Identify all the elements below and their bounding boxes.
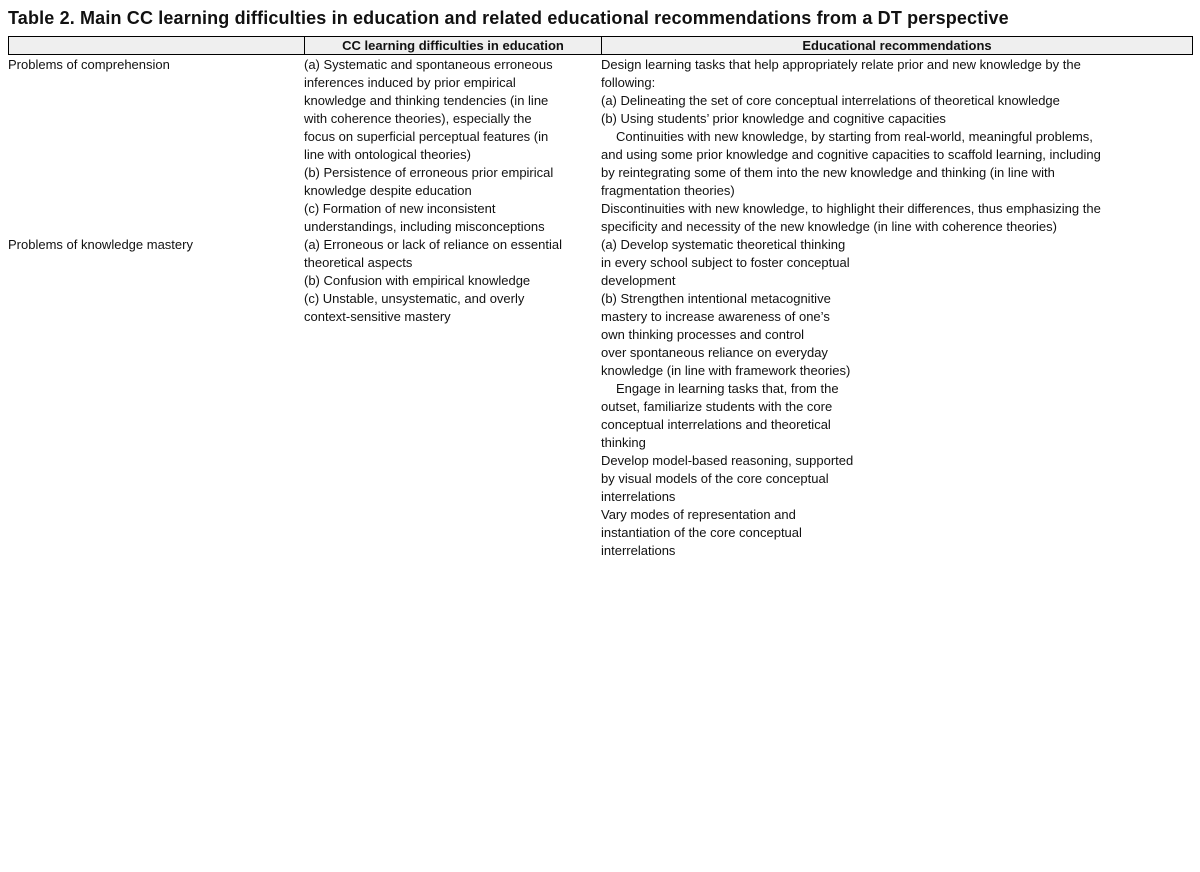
row-1-category: Problems of comprehension — [8, 57, 170, 72]
text-line: inferences induced by prior empirical — [304, 75, 516, 90]
text-line: by visual models of the core conceptual — [601, 471, 829, 486]
text-line: Vary modes of representation and — [601, 507, 796, 522]
text-line: Design learning tasks that help appropriately relate prior and new knowledge by the — [601, 57, 1081, 72]
text-line: by reintegrating some of them into the new knowledge and thinking (in line with — [601, 165, 1055, 180]
text-line: knowledge (in line with framework theories) — [601, 363, 851, 378]
text-line: Discontinuities with new knowledge, to highlight their differences, thus emphasizing the — [601, 201, 1101, 216]
text-line: Continuities with new knowledge, by starting from real-world, meaningful problems, — [616, 129, 1093, 144]
text-line: (c) Formation of new inconsistent — [304, 201, 496, 216]
text-line: (b) Strengthen intentional metacognitive — [601, 291, 831, 306]
text-line: Develop model-based reasoning, supported — [601, 453, 854, 468]
text-line: (a) Delineating the set of core conceptual interrelations of theoretical knowledge — [601, 93, 1060, 108]
text-line: conceptual interrelations and theoretical — [601, 417, 831, 432]
text-line: (b) Confusion with empirical knowledge — [304, 273, 531, 288]
table-title: Table 2. Main CC learning difficulties in education and related educational recommendations from a DT perspective — [8, 8, 1009, 28]
text-line: theoretical aspects — [304, 255, 413, 270]
text-line: in every school subject to foster conceptual — [601, 255, 850, 270]
row-2-difficulties — [304, 236, 562, 326]
text-line: understandings, including misconceptions — [304, 219, 545, 234]
text-line: line with ontological theories) — [304, 147, 471, 162]
text-line: over spontaneous reliance on everyday — [601, 345, 828, 360]
header-cell-category — [8, 37, 304, 54]
text-line: with coherence theories), especially the — [304, 111, 532, 126]
text-line: (a) Erroneous or lack of reliance on essential — [304, 237, 562, 252]
text-line: outset, familiarize students with the core — [601, 399, 833, 414]
row-1-recommendations — [601, 56, 1101, 236]
row-2-recommendations — [601, 236, 853, 560]
text-line: interrelations — [601, 543, 676, 558]
text-line: mastery to increase awareness of one’s — [601, 309, 830, 324]
text-line: (b) Using students’ prior knowledge and cognitive capacities — [601, 111, 946, 126]
text-line: interrelations — [601, 489, 676, 504]
text-line: development — [601, 273, 676, 288]
text-line: specificity and necessity of the new knowledge (in line with coherence theories) — [601, 219, 1057, 234]
text-line: knowledge despite education — [304, 183, 472, 198]
text-line: Engage in learning tasks that, from the — [616, 381, 839, 396]
header-cell-difficulties: CC learning difficulties in education — [304, 37, 601, 54]
text-line: context-sensitive mastery — [304, 309, 451, 324]
table-header — [8, 36, 1193, 55]
text-line: knowledge and thinking tendencies (in line — [304, 93, 549, 108]
text-line: fragmentation theories) — [601, 183, 735, 198]
text-line: (b) Persistence of erroneous prior empirical — [304, 165, 554, 180]
text-line: instantiation of the core conceptual — [601, 525, 802, 540]
text-line: own thinking processes and control — [601, 327, 805, 342]
text-line: (c) Unstable, unsystematic, and overly — [304, 291, 525, 306]
text-line: (a) Systematic and spontaneous erroneous — [304, 57, 553, 72]
text-line: and using some prior knowledge and cognitive capacities to scaffold learning, including — [601, 147, 1101, 162]
text-line: (a) Develop systematic theoretical thinking — [601, 237, 846, 252]
row-1-difficulties — [304, 56, 600, 236]
text-line: focus on superficial perceptual features (in — [304, 129, 549, 144]
text-line: thinking — [601, 435, 646, 450]
row-2-category: Problems of knowledge mastery — [8, 237, 193, 252]
header-cell-recommendations: Educational recommendations — [601, 37, 1193, 54]
text-line: following: — [601, 75, 656, 90]
